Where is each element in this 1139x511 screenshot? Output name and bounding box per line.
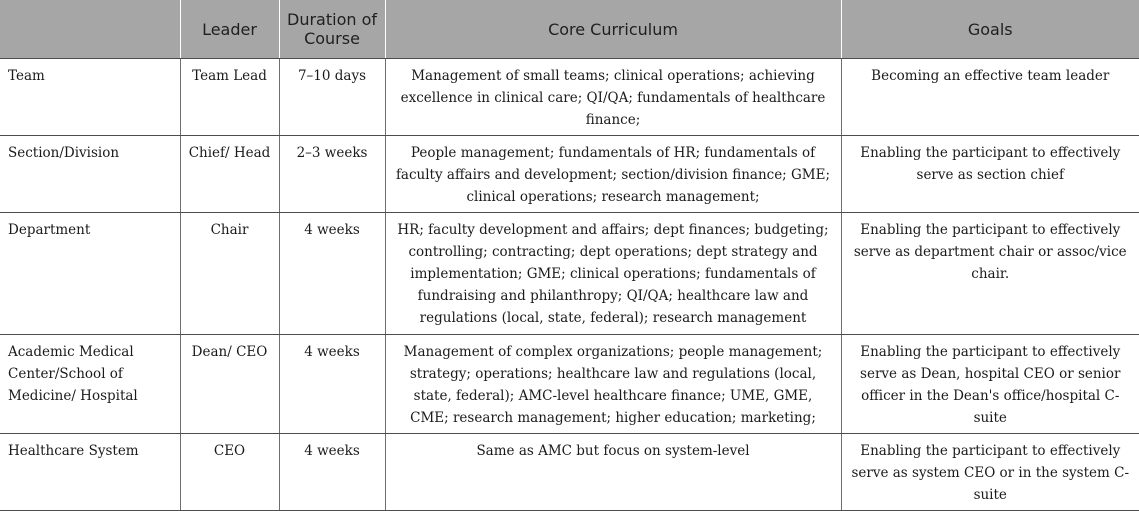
cell-curriculum: People management; fundamentals of HR; fundamentals of faculty affairs and development; section/division finance; GME; clinical operations; research management;: [385, 136, 841, 213]
cell-leader: Chief/ Head: [180, 136, 279, 213]
header-row: [0, 0, 1139, 59]
cell-leader: Dean/ CEO: [180, 335, 279, 434]
cell-goals: Enabling the participant to effectively serve as system CEO or in the system C-suite: [841, 434, 1139, 511]
cell-curriculum: HR; faculty development and affairs; dept finances; budgeting; controlling; contracting; dept operations; dept strategy and implementation; GME; clinical operations; fundamentals of fundraising and philanthropy; QI/QA; healthcare law and regulations (local, state, federal); research management: [385, 213, 841, 335]
cell-leader: Chair: [180, 213, 279, 335]
cell-leader: Team Lead: [180, 59, 279, 136]
cell-curriculum: Same as AMC but focus on system-level: [385, 434, 841, 511]
cell-level: Healthcare System: [0, 434, 180, 511]
cell-duration: 4 weeks: [279, 335, 385, 434]
table-row: [0, 136, 1139, 213]
cell-level: Department: [0, 213, 180, 335]
cell-duration: 4 weeks: [279, 434, 385, 511]
cell-duration: 2–3 weeks: [279, 136, 385, 213]
cell-duration: 4 weeks: [279, 213, 385, 335]
header-leader: Leader: [180, 0, 279, 59]
cell-goals: Enabling the participant to effectively serve as department chair or assoc/vice chair.: [841, 213, 1139, 335]
cell-level: Team: [0, 59, 180, 136]
header-core-curriculum: Core Curriculum: [385, 0, 841, 59]
cell-goals: Becoming an effective team leader: [841, 59, 1139, 136]
cell-goals: Enabling the participant to effectively serve as Dean, hospital CEO or senior officer in the Dean's office/hospital C-suite: [841, 335, 1139, 434]
table-row: [0, 335, 1139, 434]
cell-curriculum: Management of complex organizations; people management; strategy; operations; healthcare law and regulations (local, state, federal); AMC-level healthcare finance; UME, GME, CME; research management; higher education; marketing;: [385, 335, 841, 434]
table-row: [0, 59, 1139, 136]
header-level: [0, 0, 180, 59]
cell-leader: CEO: [180, 434, 279, 511]
cell-duration: 7–10 days: [279, 59, 385, 136]
header-goals: Goals: [841, 0, 1139, 59]
cell-curriculum: Management of small teams; clinical operations; achieving excellence in clinical care; QI/QA; fundamentals of healthcare finance;: [385, 59, 841, 136]
header-duration: Duration of Course: [279, 0, 385, 59]
table-row: [0, 213, 1139, 335]
cell-level: Section/Division: [0, 136, 180, 213]
cell-level: Academic Medical Center/School of Medicine/ Hospital: [0, 335, 180, 434]
table-row: [0, 434, 1139, 511]
cell-goals: Enabling the participant to effectively serve as section chief: [841, 136, 1139, 213]
